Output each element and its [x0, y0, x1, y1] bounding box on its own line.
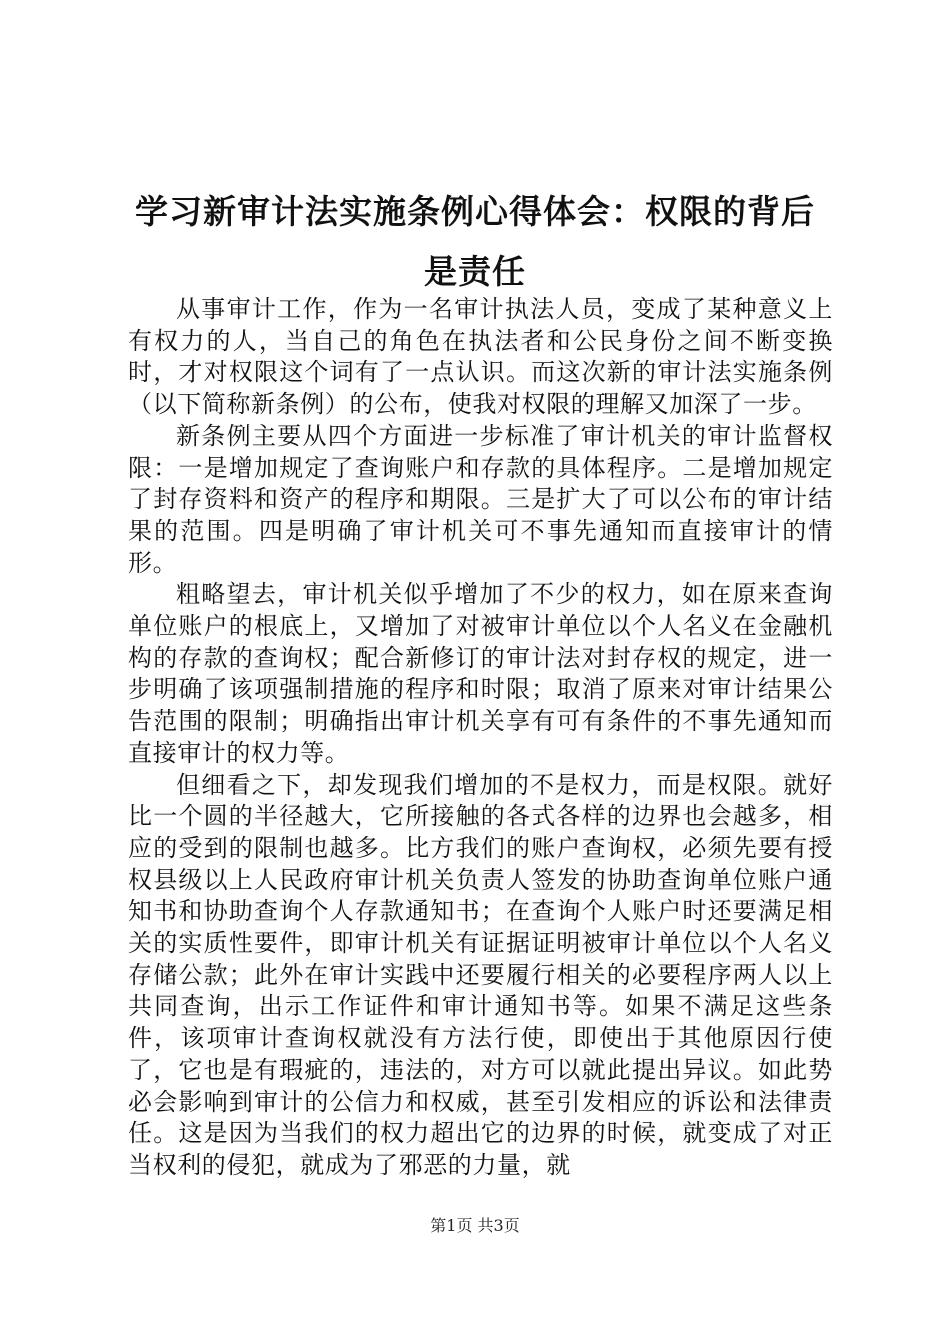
document-title: 学习新审计法实施条例心得体会：权限的背后是责任	[135, 192, 815, 291]
paragraph-2: 新条例主要从四个方面进一步标准了审计机关的审计监督权限：一是增加规定了查询账户和存款的具体程序。二是增加规定了封存资料和资产的程序和期限。三是扩大了可以公布的审计结果的范围。四是明确了审计机关可不事先通知而直接审计的情形。	[128, 421, 833, 577]
paragraph-4: 但细看之下，却发现我们增加的不是权力，而是权限。就好比一个圆的半径越大，它所接触的各式各样的边界也会越多，相应的受到的限制也越多。比方我们的账户查询权，必须先要有授权县级以上人民政府审计机关负责人签发的协助查询单位账户通知书和协助查询个人存款通知书；在查询个人账户时还要满足相关的实质性要件，即审计机关有证据证明被审计单位以个人名义存储公款；此外在审计实践中还要履行相关的必要程序两人以上共同查询，出示工作证件和审计通知书等。如果不满足这些条件，该项审计查询权就没有方法行使，即使出于其他原因行使了，它也是有瑕疵的，违法的，对方可以就此提出异议。如此势必会影响到审计的公信力和权威，甚至引发相应的诉讼和法律责任。这是因为当我们的权力超出它的边界的时候，就变成了对正当权利的侵犯，就成为了邪恶的力量，就	[128, 770, 833, 1179]
document-body	[128, 294, 833, 1182]
page-footer: 第1页 共3页	[430, 1216, 520, 1235]
paragraph-1: 从事审计工作，作为一名审计执法人员，变成了某种意义上有权力的人，当自己的角色在执法者和公民身份之间不断变换时，才对权限这个词有了一点认识。而这次新的审计法实施条例（以下简称新条例）的公布，使我对权限的理解又加深了一步。	[128, 295, 833, 419]
paragraph-3: 粗略望去，审计机关似乎增加了不少的权力，如在原来查询单位账户的根底上，又增加了对被审计单位以个人名义在金融机构的存款的查询权；配合新修订的审计法对封存权的规定，进一步明确了该项强制措施的程序和时限；取消了原来对审计结果公告范围的限制；明确指出审计机关享有可有条件的不事先通知而直接审计的权力等。	[128, 580, 833, 767]
